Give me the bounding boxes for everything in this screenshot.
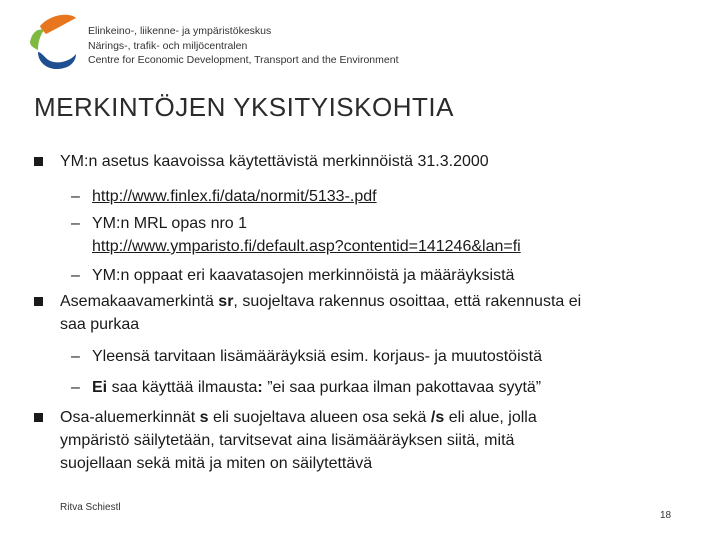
logo-orange-leaf xyxy=(40,15,76,34)
ymparisto-link[interactable]: http://www.ymparisto.fi/default.asp?contentid=141246&lan=fi xyxy=(92,238,521,255)
organization-name xyxy=(88,24,399,68)
bullet-marker xyxy=(34,413,43,422)
org-name-swedish: Närings-, trafik- och miljöcentralen xyxy=(88,39,248,52)
sub-bullet-mrl-guide: YM:n MRL opas nro 1 xyxy=(92,215,248,232)
sub-bullet-ym-guides: YM:n oppaat eri kaavatasojen merkinnöistä ja määräyksistä xyxy=(92,267,515,284)
org-name-finnish: Elinkeino-, liikenne- ja ympäristökeskus xyxy=(88,25,272,37)
dash-marker: – xyxy=(71,379,80,396)
logo-green-leaf xyxy=(30,30,44,51)
sr-code: sr xyxy=(218,293,234,310)
footer-author: Ritva Schiestl xyxy=(60,502,121,513)
dash-marker: – xyxy=(71,348,80,365)
dash-marker: – xyxy=(71,188,80,205)
page-number: 18 xyxy=(660,510,672,521)
org-name-english: Centre for Economic Development, Transport and the Environment xyxy=(88,54,399,66)
dash-marker: – xyxy=(71,267,80,284)
sub-bullet-expression: Ei saa käyttää ilmausta: ”ei saa purkaa ilman pakottavaa syytä” xyxy=(92,379,542,396)
bullet-3: Osa-aluemerkinnät s eli suojeltava alueen osa sekä /s eli alue, jolla xyxy=(60,409,537,426)
finlex-link[interactable]: http://www.finlex.fi/data/normit/5133-.pdf xyxy=(92,188,377,205)
dash-marker: – xyxy=(71,215,80,232)
bullet-2: Asemakaavamerkintä sr, suojeltava rakennus osoittaa, että rakennusta ei xyxy=(60,293,582,310)
bullet-1: YM:n asetus kaavoissa käytettävistä merkinnöistä 31.3.2000 xyxy=(60,153,489,170)
slide-title: MERKINTÖJEN YKSITYISKOHTIA xyxy=(34,92,454,122)
bullet-marker xyxy=(34,157,43,166)
bullet-2-cont: saa purkaa xyxy=(60,316,140,333)
bullet-3-cont-2: suojellaan sekä mitä ja miten on säilytettävä xyxy=(60,455,373,472)
sub-bullet-additional-rules: Yleensä tarvitaan lisämääräyksiä esim. korjaus- ja muutostöistä xyxy=(92,348,542,365)
bullet-3-cont-1: ympäristö säilytetään, tarvitsevat aina lisämääräyksen siitä, mitä xyxy=(60,432,515,449)
ely-logo xyxy=(24,12,78,76)
logo-blue-swoosh xyxy=(38,52,76,69)
bullet-marker xyxy=(34,297,43,306)
